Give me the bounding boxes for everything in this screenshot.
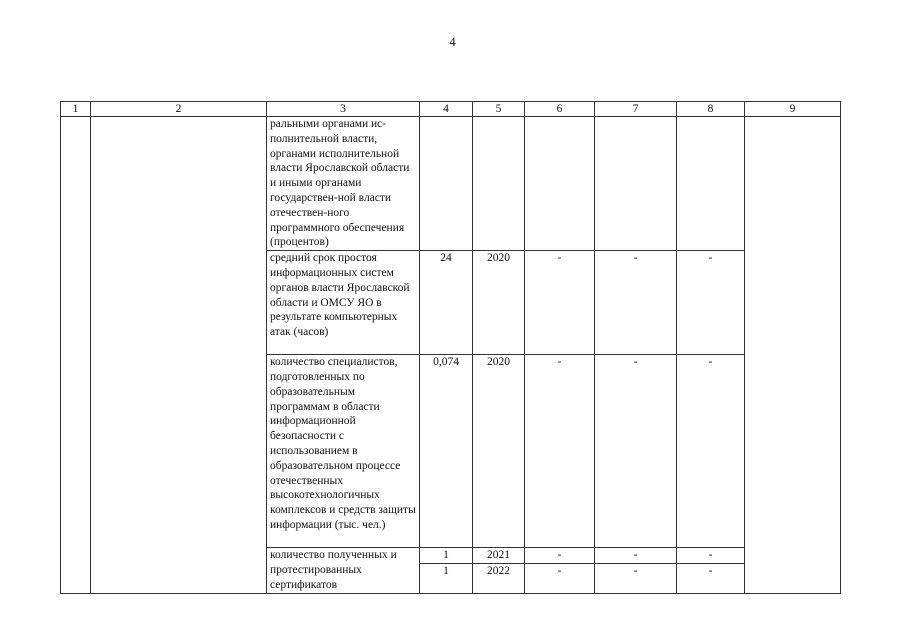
base-year-cell: 2020 (473, 251, 525, 355)
value-cell (677, 117, 745, 251)
base-year-cell: 2020 (473, 355, 525, 548)
header-cell: 2 (91, 102, 267, 117)
value-cell: - (525, 251, 595, 355)
value-cell: - (677, 548, 745, 564)
base-value-cell: 1 (420, 548, 473, 564)
value-cell (595, 117, 677, 251)
base-value-cell (420, 117, 473, 251)
header-cell: 6 (525, 102, 595, 117)
indicator-cell: ральными органами ис-полнительной власти, органами исполнительной власти Ярославской области и иными органами государствен-ной власти отечествен-ного программного обеспечения (процентов) (267, 117, 420, 251)
indicator-table (60, 101, 841, 594)
header-cell: 7 (595, 102, 677, 117)
header-cell: 4 (420, 102, 473, 117)
base-year-cell: 2021 (473, 548, 525, 564)
base-value-cell: 0,074 (420, 355, 473, 548)
indicator-cell: количество полученных и протестированных сертификатов (267, 548, 420, 593)
value-cell: - (595, 564, 677, 593)
value-cell (525, 117, 595, 251)
col9-cell (745, 117, 841, 594)
value-cell: - (677, 251, 745, 355)
value-cell: - (595, 251, 677, 355)
indicator-cell: средний срок простоя информационных систем органов власти Ярославской области и ОМСУ ЯО в результате компьютерных атак (часов) (267, 251, 420, 355)
indicator-cell: количество специалистов, подготовленных по образовательным программам в области информационной безопасности с использованием в образовательном процессе отечественных высокотехнологичных комплексов и средств защиты информации (тыс. чел.) (267, 355, 420, 548)
header-cell: 5 (473, 102, 525, 117)
base-value-cell: 1 (420, 564, 473, 593)
base-value-cell: 24 (420, 251, 473, 355)
value-cell: - (525, 548, 595, 564)
table-row (61, 117, 841, 251)
value-cell: - (525, 564, 595, 593)
value-cell: - (595, 548, 677, 564)
base-year-cell (473, 117, 525, 251)
page-number: 4 (449, 34, 456, 49)
value-cell: - (525, 355, 595, 548)
header-cell: 3 (267, 102, 420, 117)
value-cell: - (677, 355, 745, 548)
value-cell: - (595, 355, 677, 548)
header-cell: 9 (745, 102, 841, 117)
col2-cell (91, 117, 267, 594)
base-year-cell: 2022 (473, 564, 525, 593)
col1-cell (61, 117, 91, 594)
header-cell: 1 (61, 102, 91, 117)
value-cell: - (677, 564, 745, 593)
header-cell: 8 (677, 102, 745, 117)
header-row (61, 102, 841, 117)
